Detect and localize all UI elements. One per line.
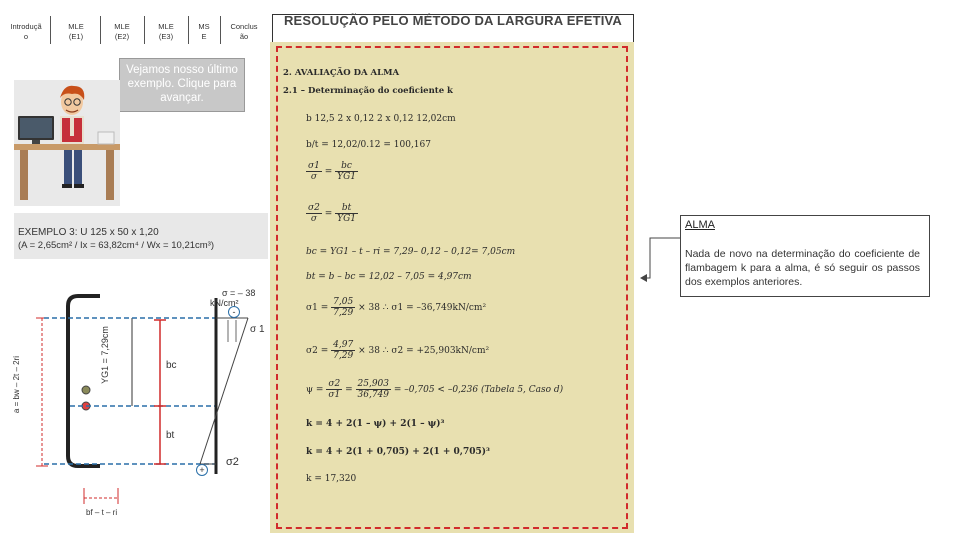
frac — [306, 203, 322, 224]
diagram-sigma-top: σ = – 38 — [222, 288, 256, 298]
nav-label: (E3) — [158, 32, 174, 41]
nav-label: Conclus — [230, 22, 258, 31]
nav-label: MLE — [68, 22, 84, 31]
slide-title-box — [272, 14, 634, 44]
section-subheading: 2.1 – Determinação do coeficiente k — [283, 86, 453, 96]
den: YG1 — [337, 172, 356, 182]
den: 7,29 — [333, 351, 354, 361]
den: σ — [310, 172, 318, 182]
nav-label: ão — [239, 32, 249, 41]
u-section-outline — [68, 296, 100, 466]
eq-sigma2-ratio: $\frac{\sigma 2}{\sigma}$ = $\frac{bt}{YG1}$ — [308, 203, 356, 224]
nav-mle-e3[interactable] — [146, 22, 186, 42]
num: σ2 — [328, 379, 341, 389]
section-heading: 2. AVALIAÇÃO DA ALMA — [283, 68, 400, 78]
frac — [331, 340, 355, 361]
stress-line — [200, 318, 248, 464]
den: σ1 — [328, 390, 341, 400]
sigma2-label: σ2 — [226, 456, 239, 468]
nav-divider — [50, 16, 51, 44]
bottom-dimension-label: bf – t – ri — [86, 508, 118, 517]
callout-arrow — [638, 236, 682, 286]
example-box — [14, 213, 268, 259]
eq-bt: b/t = 12,02/0.12 = 100,167 — [306, 140, 431, 150]
eq-bc: bc = YG1 – t – ri = 7,29– 0,12 – 0,12= 7,05cm — [306, 247, 516, 257]
eq-sigma1-value — [306, 297, 486, 318]
centroid-marker — [82, 386, 90, 394]
nav-label: (E2) — [114, 32, 130, 41]
num: σ1 — [308, 161, 320, 171]
text: × 38 ∴ σ2 = +25,903kN/cm² — [358, 346, 490, 356]
example-title: EXEMPLO 3: U 125 x 50 x 1,20 — [18, 227, 159, 238]
speech-bubble[interactable] — [119, 58, 245, 112]
nav-label: MLE — [114, 22, 130, 31]
num: 4,97 — [333, 340, 354, 350]
yg1-label: YG1 = 7,29cm — [99, 326, 110, 384]
slide-title: RESOLUÇÃO PELO MÉTODO DA LARGURA EFETIVA — [283, 13, 623, 28]
nav-conclusao[interactable] — [224, 22, 264, 42]
text: = — [345, 385, 353, 395]
num: σ2 — [308, 203, 320, 213]
frac — [335, 203, 358, 224]
stress-diagram — [14, 282, 270, 522]
nav-divider — [144, 16, 145, 44]
nav-mle-e2[interactable] — [102, 22, 142, 42]
sigma1-label: σ 1 — [250, 324, 265, 335]
text: × 38 ∴ σ1 = –36,749kN/cm² — [358, 303, 487, 313]
bt-label: bt — [166, 430, 175, 441]
den: 7,29 — [333, 308, 354, 318]
num: 25,903 — [357, 379, 390, 389]
nav-divider — [220, 16, 221, 44]
nav-divider — [100, 16, 101, 44]
nav-mse[interactable] — [190, 22, 218, 42]
den: 36,749 — [357, 390, 390, 400]
text: σ2 = — [306, 346, 329, 356]
frac — [356, 379, 392, 400]
example-properties: (A = 2,65cm² / Ix = 63,82cm⁴ / Wx = 10,21cm³) — [18, 240, 214, 251]
diagram-sigma-top-unit: kN/cm² — [210, 298, 239, 308]
callout-heading: ALMA — [685, 219, 715, 231]
bc-label: bc — [166, 360, 177, 371]
nav-label: E — [201, 32, 207, 41]
nav-mle-e1[interactable] — [56, 22, 96, 42]
nav-introducao[interactable] — [6, 22, 46, 42]
eq-k-result: k = 17,320 — [306, 474, 357, 484]
callout-box — [680, 215, 930, 297]
nav-label: (E1) — [68, 32, 84, 41]
eq-btv: bt = b – bc = 12,02 – 7,05 = 4,97cm — [306, 272, 472, 282]
nav-label: MS — [198, 22, 210, 31]
den: YG1 — [337, 214, 356, 224]
eq-k-formula: k = 4 + 2(1 – ψ) + 2(1 – ψ)³ — [306, 419, 445, 429]
text: = –0,705 < –0,236 (Tabela 5, Caso d) — [393, 385, 564, 395]
nav-divider — [188, 16, 189, 44]
nav-label: MLE — [158, 22, 174, 31]
minus-sign: - — [228, 306, 240, 318]
text: σ1 = — [306, 303, 329, 313]
eq-psi — [306, 379, 563, 400]
num: bc — [335, 161, 358, 172]
eq-sigma2-value — [306, 340, 489, 361]
eq-sigma1-ratio: $\frac{\sigma 1}{\sigma}$ = $\frac{bc}{YG1}$ — [308, 161, 356, 182]
nav-label: o — [23, 32, 29, 41]
frac — [331, 297, 355, 318]
plus-sign: + — [196, 464, 208, 476]
text: ψ = — [306, 385, 324, 395]
eq-b: b 12,5 2 x 0,12 2 x 0,12 12,02cm — [306, 114, 456, 124]
num: 7,05 — [333, 297, 354, 307]
frac — [335, 161, 358, 182]
den: σ — [310, 214, 318, 224]
a-label: a = bw – 2t – 2ri — [12, 355, 22, 414]
bubble-text: Vejamos nosso último exemplo. Clique para avançar. — [126, 64, 238, 104]
eq-k-substitution: k = 4 + 2(1 + 0,705) + 2(1 + 0,705)³ — [306, 447, 490, 457]
frac — [306, 161, 322, 182]
frac — [326, 379, 342, 400]
callout-body: Nada de novo na determinação do coeficiente de flambagem k para a alma, é só seguir os passos dos exemplos anteriores. — [685, 248, 920, 288]
teacher-illustration — [14, 80, 120, 206]
num: bt — [335, 203, 358, 214]
nav-label: Introduçã — [10, 22, 42, 31]
